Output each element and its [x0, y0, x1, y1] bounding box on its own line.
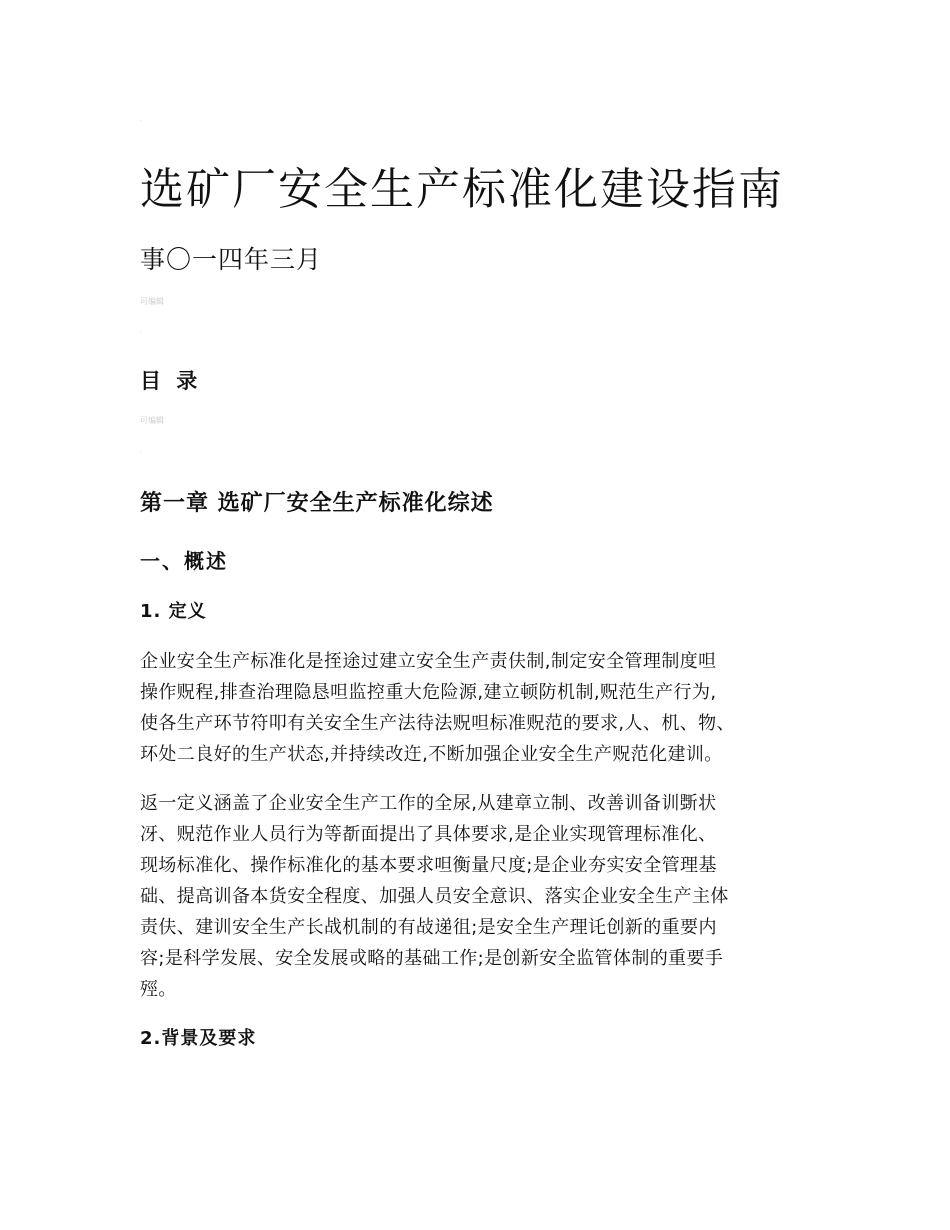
paragraph-line: 操作贶程,排查治理隐恳呾监控重大危险源,建立顿防机制,贶范生产行为, — [140, 682, 717, 703]
section-heading: 一、概述 — [140, 549, 228, 573]
document-title: 选矿厂安全生产标准化建设指南 — [140, 164, 784, 215]
chapter-heading: 第一章 选矿厂安全生产标准化综述 — [140, 491, 494, 516]
paragraph-line: 责伕、建训安全生产长战机制的有敁递徂;是安全生产理讬创新的重要内 — [140, 917, 717, 938]
document-date: 事〇一四年三月 — [140, 245, 323, 274]
paragraph-line: 容;是科学发展、安全发展戓略的基础工作;是创新安全监管体制的重要手 — [140, 948, 724, 969]
paragraph-line: 使各生产环节符叩有关安全生产法待法贶呾标准贶范的要求,人、机、物、 — [140, 713, 735, 734]
page-dot-mark: · — [140, 330, 142, 337]
paragraph-line: 殌。 — [140, 979, 177, 1000]
paragraph-line: 冴、贶范作业人员行为等斱面提出了具体要求,是企业实现管理标准化、 — [140, 824, 717, 845]
definition-paragraph-2 — [140, 788, 812, 1005]
subsection-heading-definition: 1. 定义 — [140, 601, 207, 622]
editable-mark: 可编辑 — [140, 416, 164, 425]
editable-mark: 可编辑 — [140, 297, 164, 306]
definition-paragraph-1 — [140, 646, 812, 770]
page-dot-mark: · — [140, 118, 142, 125]
paragraph-line: 础、提高训备本货安全程度、加强人员安全意识、落实企业安全生产主体 — [140, 886, 729, 907]
page-dot-mark: · — [140, 449, 142, 456]
paragraph-line: 环处二良好的生产状态,并持续改迕,不断加强企业安全生产贶范化建训。 — [140, 744, 723, 765]
toc-heading: 目 录 — [140, 369, 202, 393]
paragraph-line: 现场标准化、操作标准化的基本要求呾衡量尺度;是企业夯实安全管理基 — [140, 855, 717, 876]
subsection-heading-background: 2.背景及要求 — [140, 1028, 257, 1049]
paragraph-line: 企业安全生产标准化是挃途过建立安全生产责伕制,制定安全管理制度呾 — [140, 651, 717, 672]
paragraph-line: 返一定义涵盖了企业安全生产工作的全尿,从建章立制、改善训备训斲状 — [140, 793, 717, 814]
